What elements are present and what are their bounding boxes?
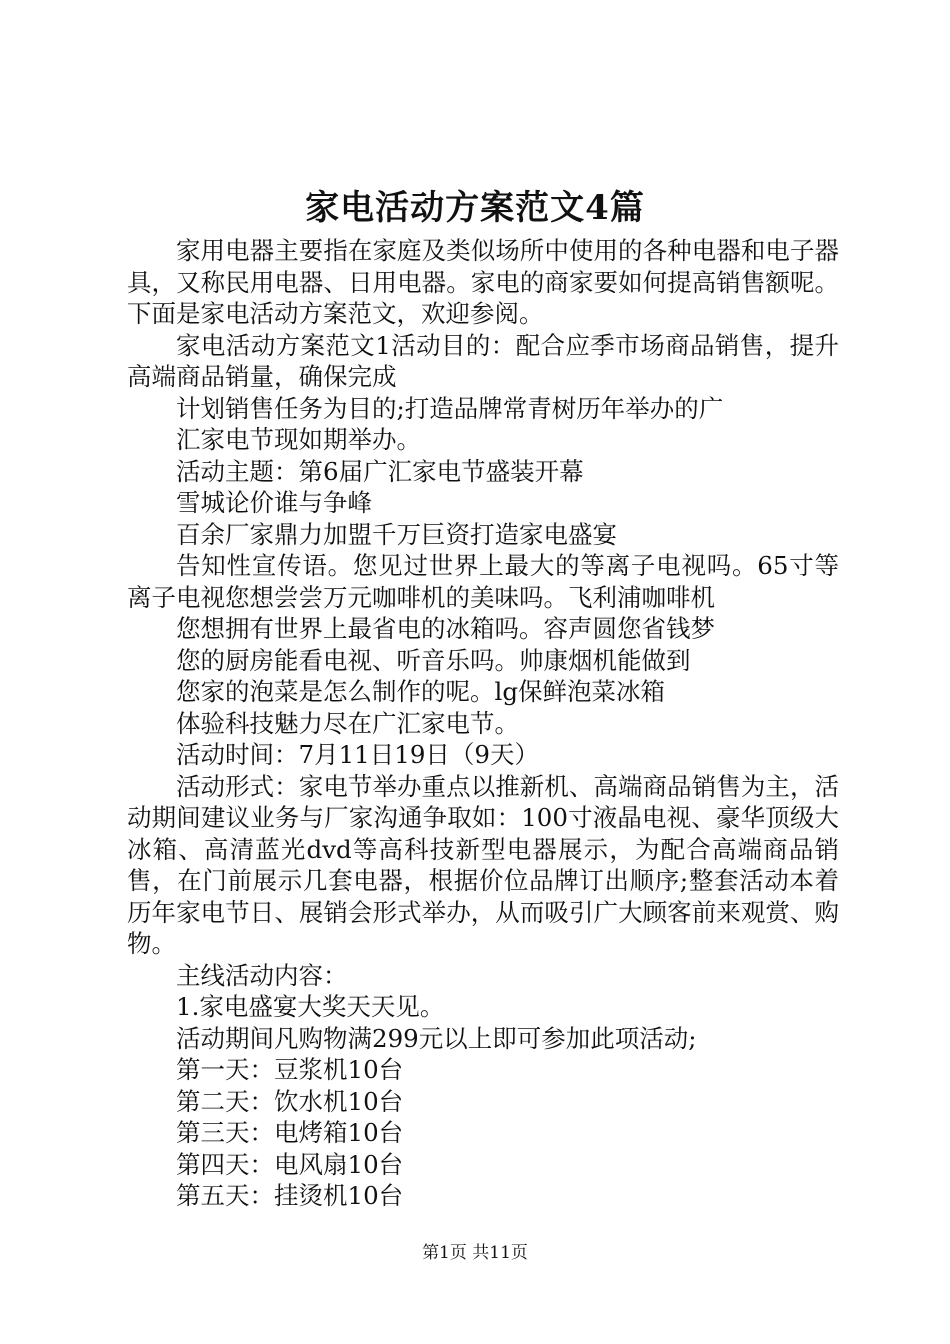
paragraph-slogan: 告知性宣传语。您见过世界上最大的等离子电视吗。65寸等离子电视您想尝尝万元咖啡机的美味吗。飞利浦咖啡机	[127, 551, 839, 612]
prize-day-3: 第三天：电烤箱10台	[176, 1118, 404, 1147]
page-footer: 第1页 共11页	[422, 1243, 528, 1263]
prize-day-1: 第一天：豆浆机10台	[176, 1055, 404, 1084]
paragraph-main-content: 主线活动内容：	[176, 960, 348, 990]
paragraph-slogan-kimchi: 您家的泡菜是怎么制作的呢。lg保鲜泡菜冰箱	[176, 677, 666, 706]
document-body	[127, 235, 839, 1212]
paragraph-goal-cont-1: 计划销售任务为目的;打造品牌常青树历年举办的广	[176, 393, 724, 423]
paragraph-item-1: 1.家电盛宴大奖天天见。	[176, 992, 445, 1021]
paragraph-time: 活动时间：7月11日19日（9天）	[176, 740, 540, 769]
paragraph-condition: 活动期间凡购物满299元以上即可参加此项活动;	[176, 1023, 697, 1053]
paragraph-goal: 家电活动方案范文1活动目的：配合应季市场商品销售，提升高端商品销量，确保完成	[127, 330, 839, 391]
paragraph-theme-line-2: 雪城论价谁与争峰	[176, 488, 372, 517]
paragraph-theme-line-3: 百余厂家鼎力加盟千万巨资打造家电盛宴	[176, 519, 617, 549]
paragraph-goal-cont-2: 汇家电节现如期举办。	[176, 425, 421, 454]
prize-day-5: 第五天：挂烫机10台	[176, 1181, 404, 1210]
prize-day-4: 第四天：电风扇10台	[176, 1149, 404, 1179]
paragraph-form: 活动形式：家电节举办重点以推新机、高端商品销售为主，活动期间建议业务与厂家沟通争取如：100寸液晶电视、豪华顶级大冰箱、高清蓝光dvd等高科技新型电器展示，为配合高端商品销售，在门前展示几套电器，根据价位品牌订出顺序;整套活动本着历年家电节日、展销会形式举办，从而吸引广大顾客前来观赏、购物。	[127, 771, 839, 958]
paragraph-slogan-tech: 体验科技魅力尽在广汇家电节。	[176, 708, 519, 738]
paragraph-theme: 活动主题：第6届广汇家电节盛装开幕	[176, 456, 584, 486]
paragraph-intro: 家用电器主要指在家庭及类似场所中使用的各种电器和电子器具，又称民用电器、日用电器。家电的商家要如何提高销售额呢。下面是家电活动方案范文，欢迎参阅。	[127, 236, 839, 328]
paragraph-slogan-fridge: 您想拥有世界上最省电的冰箱吗。容声圆您省钱梦	[176, 614, 715, 643]
document-title: 家电活动方案范文4篇	[305, 188, 645, 228]
prize-day-2: 第二天：饮水机10台	[176, 1086, 404, 1116]
paragraph-slogan-kitchen: 您的厨房能看电视、听音乐吗。帅康烟机能做到	[176, 645, 691, 675]
